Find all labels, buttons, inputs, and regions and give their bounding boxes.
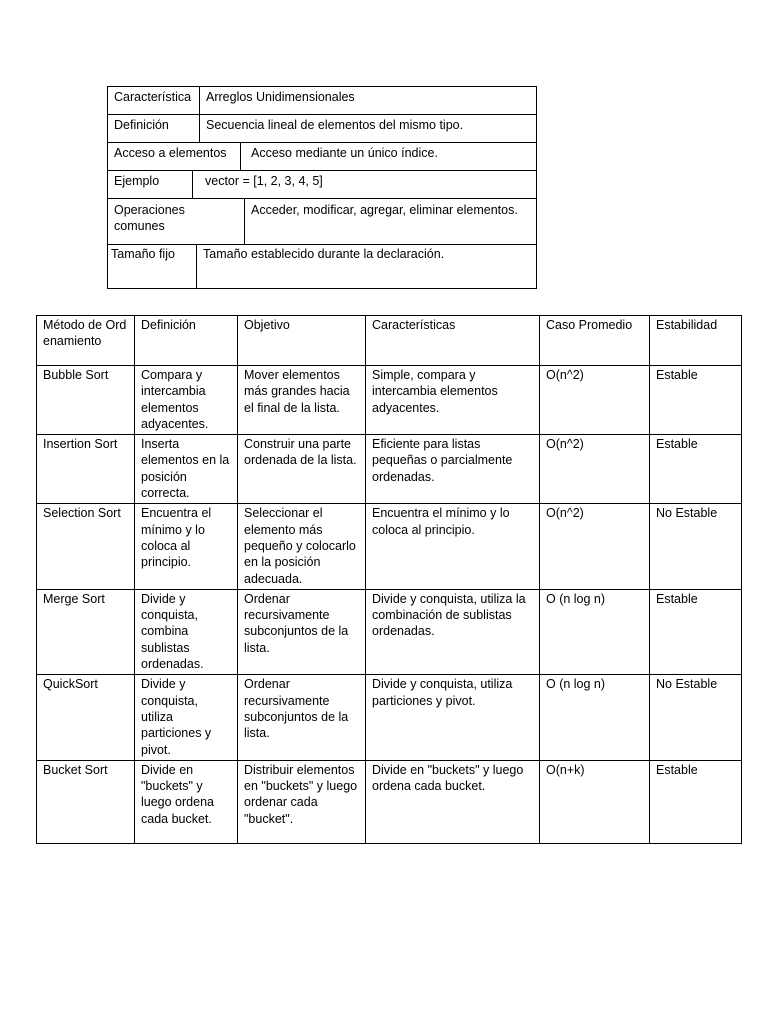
table-cell: Divide y conquista, combina sublistas ordenadas. — [135, 589, 238, 674]
table-cell: Ordenar recursivamente subconjuntos de la lista. — [238, 675, 366, 760]
arrays-table-row — [108, 245, 536, 288]
table-cell: Mover elementos más grandes hacia el final de la lista. — [238, 366, 366, 435]
table-row — [37, 366, 742, 435]
table-cell: O (n log n) — [540, 675, 650, 760]
row-value: Acceso mediante un único índice. — [240, 143, 536, 170]
table-cell: Bubble Sort — [37, 366, 135, 435]
row-value: Tamaño establecido durante la declaración. — [196, 245, 536, 288]
table-row — [37, 435, 742, 504]
column-header: Objetivo — [238, 316, 366, 366]
table-cell: Merge Sort — [37, 589, 135, 674]
table-cell: Divide y conquista, utiliza particiones y pivot. — [366, 675, 540, 760]
table-cell: Insertion Sort — [37, 435, 135, 504]
table-cell: O (n log n) — [540, 589, 650, 674]
table-cell: Divide y conquista, utiliza la combinación de sublistas ordenadas. — [366, 589, 540, 674]
table-cell: O(n^2) — [540, 366, 650, 435]
table-row — [37, 504, 742, 589]
row-value: Arreglos Unidimensionales — [199, 87, 536, 114]
row-label: Característica — [114, 90, 192, 104]
table-cell: QuickSort — [37, 675, 135, 760]
arrays-table-row — [108, 199, 536, 245]
column-header: Definición — [135, 316, 238, 366]
arrays-table-row — [108, 171, 536, 199]
arrays-table-row — [108, 143, 536, 171]
arrays-table-row — [108, 87, 536, 115]
table-cell: Selection Sort — [37, 504, 135, 589]
table-cell: Distribuir elementos en "buckets" y luego ordenar cada "bucket". — [238, 760, 366, 843]
table-cell: No Estable — [650, 675, 742, 760]
table-row — [37, 589, 742, 674]
table-cell: Estable — [650, 760, 742, 843]
table-cell: O(n^2) — [540, 504, 650, 589]
table-cell: Divide y conquista, utiliza particiones y pivot. — [135, 675, 238, 760]
table-row — [37, 675, 742, 760]
row-label: Operaciones comunes — [114, 203, 185, 233]
table-cell: Inserta elementos en la posición correcta. — [135, 435, 238, 504]
table-cell: Encuentra el mínimo y lo coloca al principio. — [135, 504, 238, 589]
arrays-table-row — [108, 115, 536, 143]
row-value: vector = [1, 2, 3, 4, 5] — [192, 171, 536, 198]
table-cell: Construir una parte ordenada de la lista. — [238, 435, 366, 504]
row-label: Ejemplo — [114, 174, 160, 188]
row-label: Tamaño fijo — [111, 247, 175, 261]
table-row — [37, 760, 742, 843]
table-cell: Seleccionar el elemento más pequeño y colocarlo en la posición adecuada. — [238, 504, 366, 589]
column-header: Características — [366, 316, 540, 366]
table-cell: Eficiente para listas pequeñas o parcialmente ordenadas. — [366, 435, 540, 504]
table-cell: Divide en "buckets" y luego ordena cada bucket. — [135, 760, 238, 843]
arrays-table — [107, 86, 537, 289]
table-cell: Divide en "buckets" y luego ordena cada bucket. — [366, 760, 540, 843]
table-cell: Estable — [650, 435, 742, 504]
row-value: Secuencia lineal de elementos del mismo tipo. — [199, 115, 536, 142]
table-cell: Bucket Sort — [37, 760, 135, 843]
table-cell: Estable — [650, 589, 742, 674]
table-cell: O(n^2) — [540, 435, 650, 504]
row-label: Acceso a elementos — [114, 146, 227, 160]
column-header: Estabilidad — [650, 316, 742, 366]
table-cell: Simple, compara y intercambia elementos adyacentes. — [366, 366, 540, 435]
table-cell: O(n+k) — [540, 760, 650, 843]
table-header-row — [37, 316, 742, 366]
table-cell: Estable — [650, 366, 742, 435]
row-value: Acceder, modificar, agregar, eliminar elementos. — [244, 199, 536, 244]
table-cell: Encuentra el mínimo y lo coloca al principio. — [366, 504, 540, 589]
column-header: Caso Promedio — [540, 316, 650, 366]
column-header: Método de Ordenamiento — [37, 316, 135, 366]
table-cell: Ordenar recursivamente subconjuntos de la lista. — [238, 589, 366, 674]
table-cell: Compara y intercambia elementos adyacentes. — [135, 366, 238, 435]
sorting-methods-table — [36, 315, 742, 844]
table-cell: No Estable — [650, 504, 742, 589]
row-label: Definición — [114, 118, 169, 132]
